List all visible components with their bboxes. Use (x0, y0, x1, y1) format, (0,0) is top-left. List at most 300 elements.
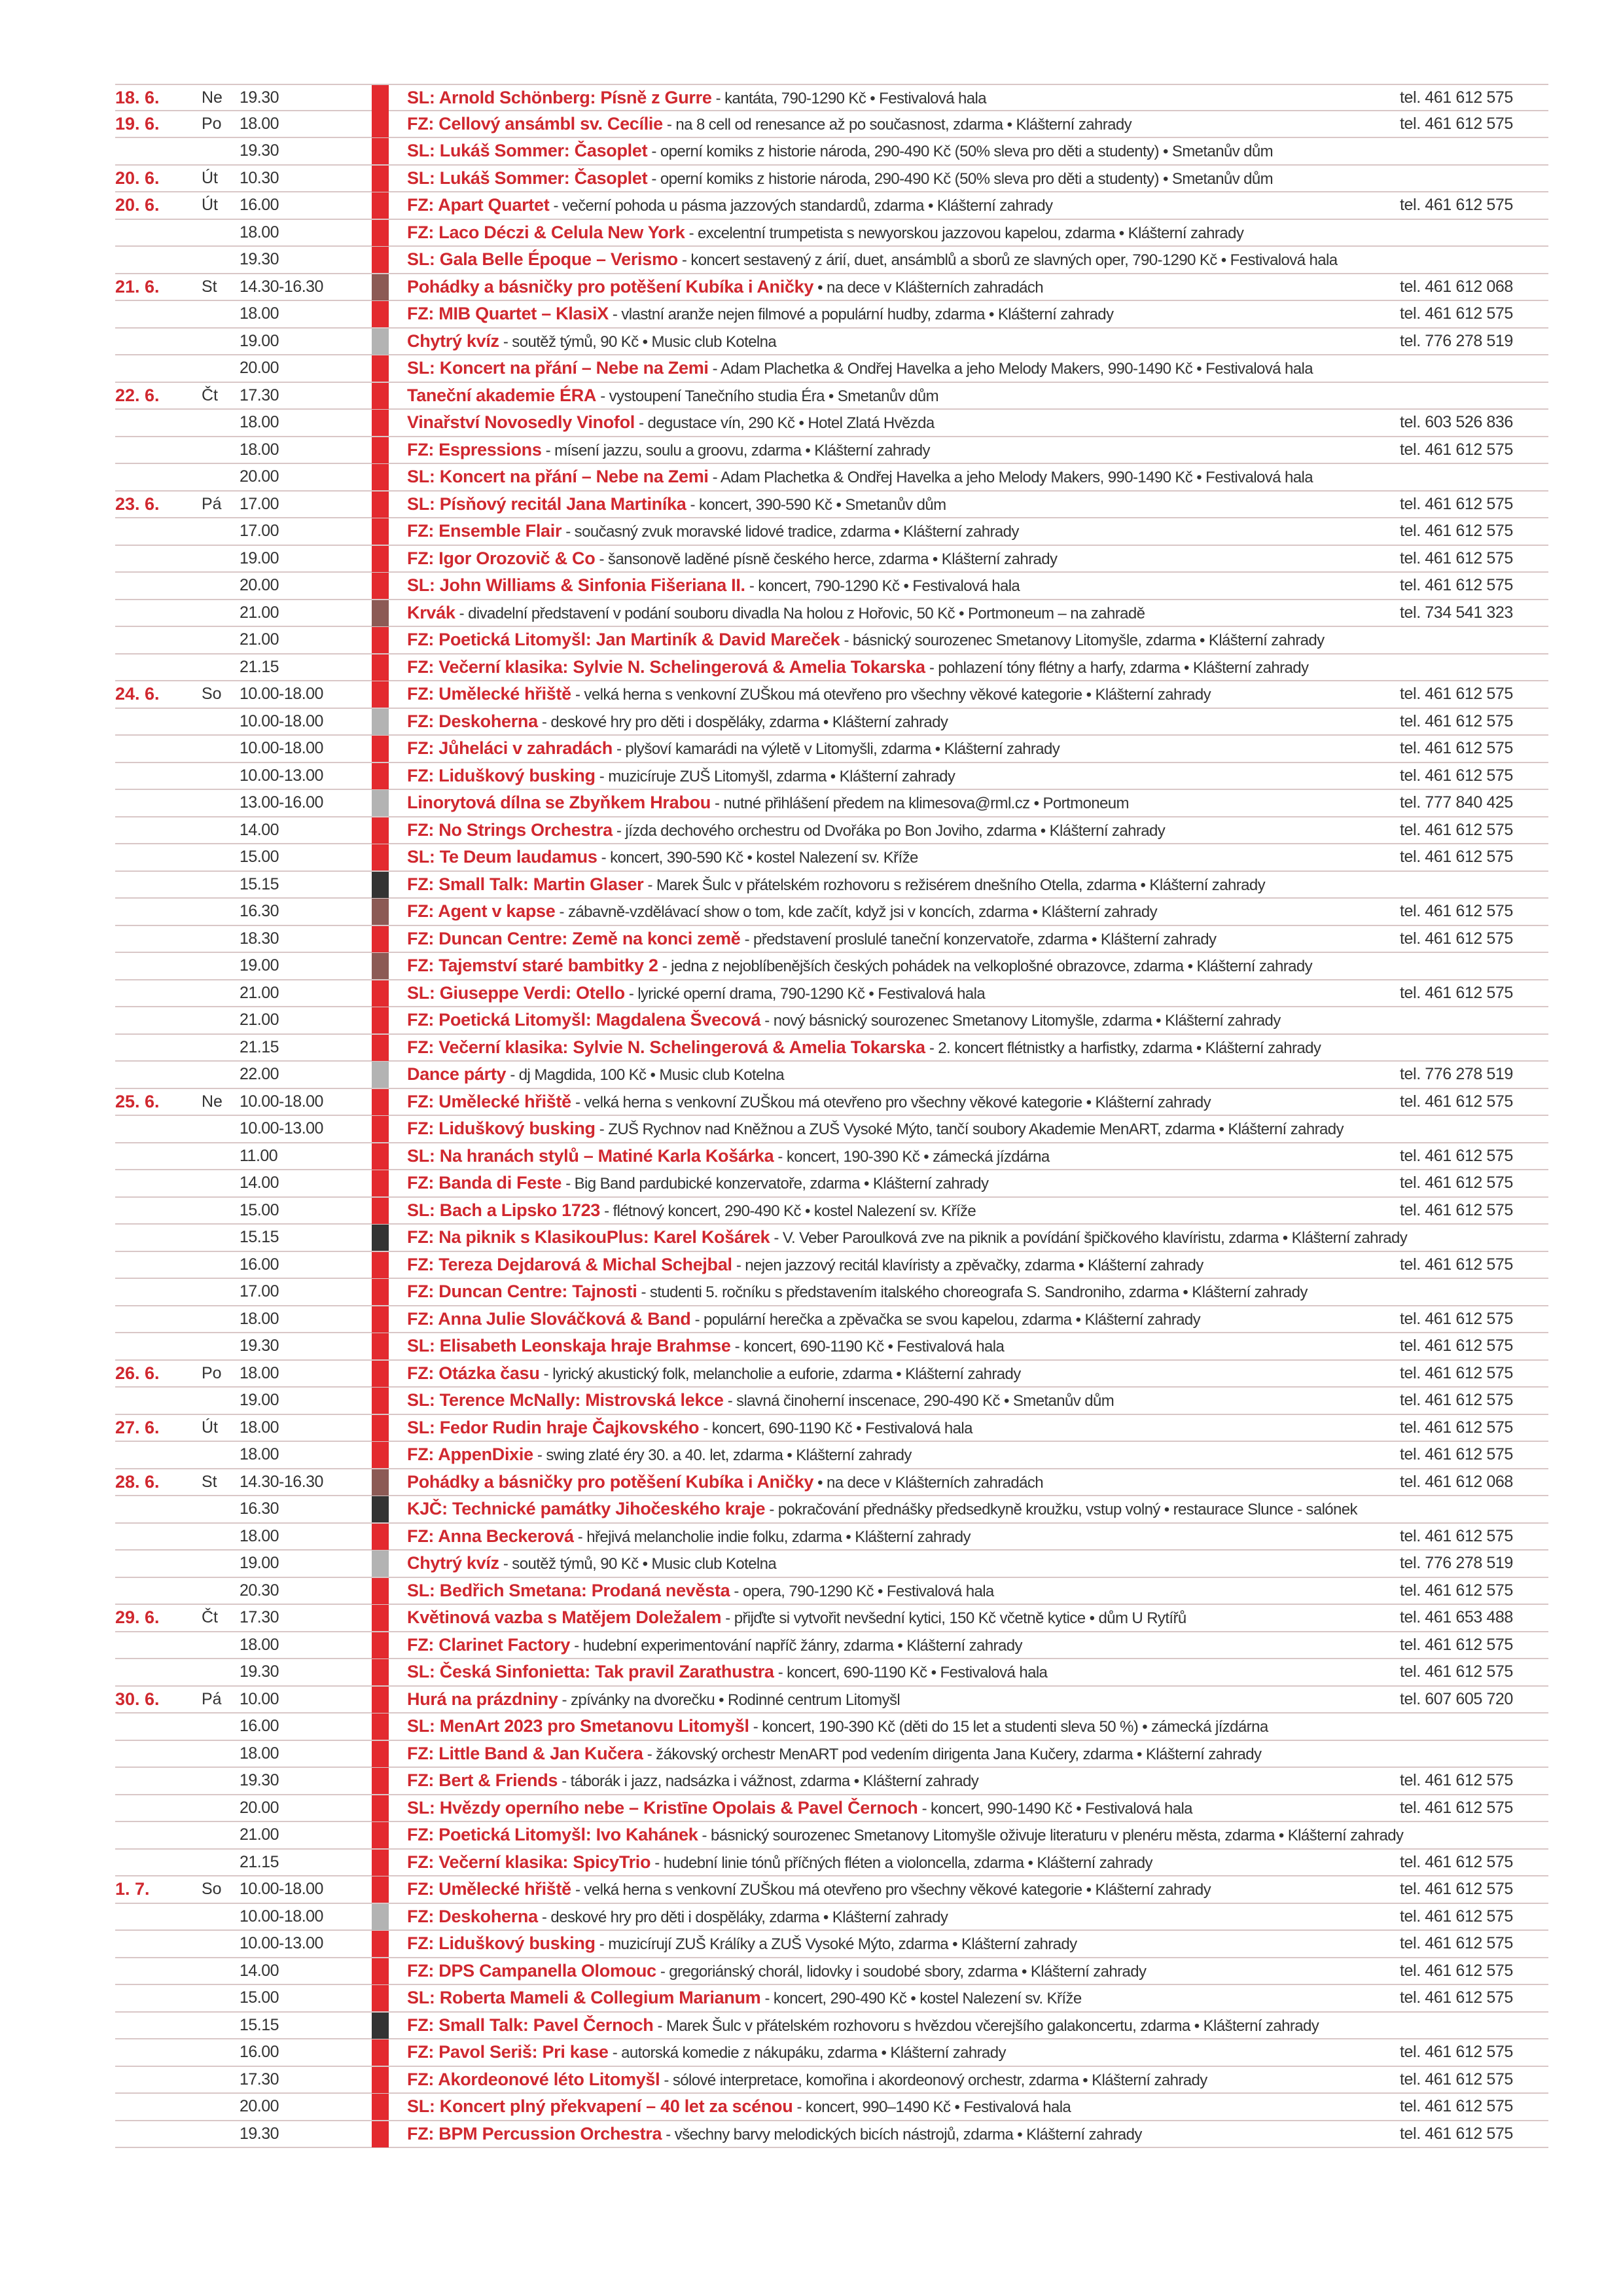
event-description: - nejen jazzový recitál klavíristy a zpěvačky, zdarma • Klášterní zahrady (732, 1256, 1204, 1274)
event-text (407, 1907, 1395, 1927)
event-weekday: Pá (202, 494, 222, 513)
event-text (407, 1607, 1395, 1628)
event-description: - večerní pohoda u pásma jazzových standardů, zdarma • Klášterní zahrady (549, 197, 1053, 215)
event-time: 10.00-18.00 (240, 711, 323, 730)
event-text (407, 494, 1395, 514)
event-description: - dj Magdida, 100 Kč • Music club Kotelna (506, 1066, 785, 1084)
event-description: - plyšoví kamarádi na výletě v Litomyšli, zdarma • Klášterní zahrady (612, 740, 1060, 758)
event-text (407, 956, 1549, 976)
event-time: 10.00-18.00 (240, 685, 323, 703)
event-description: - koncert, 990–1490 Kč • Festivalová hala (793, 2098, 1071, 2116)
event-date: 24. 6. (115, 684, 160, 704)
event-text (407, 1499, 1549, 1519)
category-marker (372, 1850, 389, 1876)
event-description: - V. Veber Paroulková zve na piknik a povídání špičkového klavíristu, zdarma • Klášterní zahrady (770, 1229, 1408, 1247)
event-text (407, 1037, 1549, 1058)
category-marker (372, 1795, 389, 1821)
event-row (115, 600, 1548, 628)
event-text (407, 331, 1395, 351)
event-time: 14.00 (240, 820, 279, 839)
event-time: 19.00 (240, 548, 279, 567)
event-row (115, 1279, 1548, 1306)
event-time: 21.15 (240, 657, 279, 676)
event-description: - Big Band pardubické konzervatoře, zdarma • Klášterní zahrady (562, 1175, 989, 1193)
category-marker (372, 138, 389, 164)
event-title: FZ: Ensemble Flair (407, 521, 562, 541)
event-description: - velká herna s venkovní ZUŠkou má otevřeno pro všechny věkové kategorie • Klášterní zahrady (571, 1093, 1211, 1111)
event-time: 20.30 (240, 1581, 279, 1600)
event-text (407, 1933, 1395, 1954)
event-time: 21.15 (240, 1037, 279, 1056)
event-title: FZ: Večerní klasika: Sylvie N. Schelingerová & Amelia Tokarska (407, 656, 925, 677)
category-marker (372, 1713, 389, 1740)
event-description: - nový básnický sourozenec Smetanovy Litomyšle, zdarma • Klášterní zahrady (760, 1012, 1281, 1030)
event-description: - jízda dechového orchestru od Dvořáka po Bon Joviho, zdarma • Klášterní zahrady (612, 821, 1166, 840)
event-title: FZ: Tereza Dejdarová & Michal Schejbal (407, 1254, 732, 1274)
event-phone: tel. 461 612 575 (1400, 1662, 1513, 1681)
event-text (407, 575, 1395, 596)
event-date: 1. 7. (115, 1879, 150, 1899)
event-text (407, 358, 1549, 378)
event-row (115, 1985, 1548, 2013)
event-title: FZ: Umělecké hřiště (407, 1879, 571, 1899)
event-title: Hurá na prázdniny (407, 1689, 558, 1709)
event-row (115, 84, 1548, 111)
event-row (115, 736, 1548, 763)
event-row (115, 1876, 1548, 1904)
event-description: - swing zlaté éry 30. a 40. let, zdarma • Klášterní zahrady (533, 1446, 912, 1464)
event-phone: tel. 461 612 575 (1400, 1934, 1513, 1952)
event-title: FZ: Tajemství staré bambitky 2 (407, 956, 658, 975)
event-description: - koncert, 990-1490 Kč • Festivalová hala (918, 1799, 1192, 1818)
category-marker (372, 1632, 389, 1659)
event-time: 18.00 (240, 304, 279, 323)
event-phone: tel. 461 612 068 (1400, 1472, 1513, 1491)
event-title: FZ: MIB Quartet – KlasiX (407, 304, 609, 323)
event-time: 16.00 (240, 2043, 279, 2061)
event-title: FZ: DPS Campanella Olomouc (407, 1960, 656, 1981)
event-row (115, 1252, 1548, 1280)
category-marker (372, 546, 389, 572)
category-marker (372, 1578, 389, 1604)
event-title: Vinařství Novosedly Vinofol (407, 412, 635, 432)
event-title: FZ: Na piknik s KlasikouPlus: Karel Košárek (407, 1227, 770, 1247)
event-row (115, 1306, 1548, 1334)
category-marker (372, 763, 389, 789)
category-marker (372, 1388, 389, 1414)
category-marker (372, 1524, 389, 1550)
event-description: - pohlazení tóny flétny a harfy, zdarma • Klášterní zahrady (925, 658, 1309, 677)
event-description: - vlastní aranže nejen filmové a populární hudby, zdarma • Klášterní zahrady (608, 306, 1114, 323)
event-text (407, 1879, 1395, 1899)
event-description: - Adam Plachetka & Ondřej Havelka a jeho Melody Makers, 990-1490 Kč • Festivalová hala (708, 360, 1313, 378)
event-row (115, 1958, 1548, 1986)
event-row (115, 763, 1548, 791)
event-title: FZ: No Strings Orchestra (407, 819, 613, 840)
event-title: FZ: Poetická Litomyšl: Jan Martiník & David Mareček (407, 630, 840, 649)
event-phone: tel. 734 541 323 (1400, 603, 1513, 622)
category-marker (372, 1687, 389, 1713)
event-row (115, 627, 1548, 655)
category-marker (372, 329, 389, 355)
event-date: 26. 6. (115, 1363, 160, 1383)
event-time: 19.30 (240, 88, 279, 107)
event-title: FZ: Small Talk: Pavel Černoch (407, 2015, 654, 2035)
event-schedule (115, 84, 1548, 2148)
event-text (407, 223, 1549, 243)
event-text (407, 1553, 1395, 1573)
event-title: FZ: AppenDixie (407, 1444, 533, 1464)
category-marker (372, 681, 389, 708)
event-text (407, 874, 1549, 895)
category-marker (372, 2067, 389, 2093)
category-marker (372, 1035, 389, 1061)
event-title: Květinová vazba s Matějem Doležalem (407, 1607, 722, 1627)
event-title: SL: Te Deum laudamus (407, 847, 597, 867)
event-description: - nutné přihlášení předem na klimesova@rml.cz • Portmoneum (710, 795, 1129, 812)
event-time: 18.00 (240, 1363, 279, 1382)
event-row (115, 1687, 1548, 1714)
event-title: SL: Gala Belle Époque – Verismo (407, 249, 678, 269)
event-phone: tel. 603 526 836 (1400, 413, 1513, 431)
event-time: 17.30 (240, 386, 279, 404)
event-time: 10.00 (240, 1689, 279, 1708)
category-marker (372, 437, 389, 463)
event-text (407, 277, 1395, 297)
event-phone: tel. 461 612 575 (1400, 1798, 1513, 1817)
category-marker (372, 1958, 389, 1984)
event-phone: tel. 461 612 575 (1400, 983, 1513, 1002)
event-title: FZ: Deskoherna (407, 1906, 538, 1926)
event-description: - Marek Šulc v přátelském rozhovoru s hvězdou včerejšího galakoncertu, zdarma • Klášterní zahrady (653, 2017, 1319, 2035)
event-row (115, 1524, 1548, 1551)
event-description: - pokračování přednášky předsedkyně kroužku, vstup volný • restaurace Slunce - salónek (765, 1501, 1357, 1518)
category-marker (372, 709, 389, 735)
event-title: Taneční akademie ÉRA (407, 385, 597, 405)
event-row (115, 355, 1548, 383)
event-title: FZ: Clarinet Factory (407, 1634, 571, 1655)
category-marker (372, 1333, 389, 1359)
event-text (407, 386, 1549, 406)
event-description: - šansonově laděné písně českého herce, zdarma • Klášterní zahrady (595, 550, 1058, 568)
event-time: 21.00 (240, 603, 279, 622)
category-marker (372, 1931, 389, 1957)
event-text (407, 711, 1395, 732)
event-text (407, 1173, 1395, 1193)
event-row (115, 301, 1548, 329)
event-phone: tel. 461 612 575 (1400, 820, 1513, 839)
event-row (115, 681, 1548, 709)
category-marker (372, 355, 389, 382)
event-description: - populární herečka a zpěvačka se svou kapelou, zdarma • Klášterní zahrady (690, 1310, 1201, 1329)
event-text (407, 1282, 1549, 1302)
event-description: - hudební linie tónů příčných fléten a violoncella, zdarma • Klášterní zahrady (651, 1854, 1152, 1872)
event-title: FZ: Duncan Centre: Země na konci země (407, 928, 741, 948)
event-time: 19.00 (240, 1391, 279, 1409)
event-weekday: Út (202, 1418, 218, 1437)
event-weekday: Čt (202, 1608, 218, 1626)
event-title: FZ: Pavol Seriš: Pri kase (407, 2042, 609, 2062)
event-time: 16.30 (240, 902, 279, 920)
event-text (407, 440, 1395, 460)
category-marker (372, 1198, 389, 1224)
event-phone: tel. 461 612 575 (1400, 1309, 1513, 1328)
event-description: - slavná činoherní inscenace, 290-490 Kč • Smetanův dům (723, 1392, 1115, 1410)
event-text (407, 2096, 1395, 2117)
event-row (115, 1333, 1548, 1361)
event-time: 19.00 (240, 1554, 279, 1572)
event-text (407, 1825, 1549, 1845)
event-row (115, 2067, 1548, 2094)
event-weekday: Po (202, 114, 222, 133)
event-description: • na dece v Klášterních zahradách (813, 1473, 1043, 1492)
event-row (115, 1361, 1548, 1388)
category-marker (372, 1170, 389, 1196)
event-time: 15.15 (240, 2015, 279, 2034)
event-weekday: Ne (202, 1092, 223, 1111)
event-text (407, 766, 1395, 786)
event-row (115, 2013, 1548, 2040)
event-text (407, 1092, 1395, 1112)
event-description: - na 8 cell od renesance až po současnost, zdarma • Klášterní zahrady (662, 115, 1132, 134)
event-phone: tel. 461 612 575 (1400, 766, 1513, 785)
event-date: 27. 6. (115, 1417, 160, 1437)
category-marker (372, 464, 389, 490)
event-row (115, 192, 1548, 220)
event-date: 28. 6. (115, 1471, 160, 1492)
event-title: Pohádky a básničky pro potěšení Kubíka i Aničky (407, 276, 814, 296)
event-phone: tel. 461 612 575 (1400, 1635, 1513, 1654)
event-title: FZ: Poetická Litomyšl: Magdalena Švecová (407, 1010, 761, 1030)
event-phone: tel. 461 612 575 (1400, 739, 1513, 757)
event-time: 17.00 (240, 494, 279, 513)
event-time: 20.00 (240, 467, 279, 486)
event-phone: tel. 461 612 575 (1400, 929, 1513, 948)
event-description: - koncert, 190-390 Kč • zámecká jízdárna (774, 1147, 1050, 1166)
category-marker (372, 1985, 389, 2011)
event-title: SL: Bach a Lipsko 1723 (407, 1200, 601, 1220)
event-row (115, 1551, 1548, 1578)
category-marker (372, 1116, 389, 1142)
event-text (407, 1716, 1549, 1736)
event-row (115, 709, 1548, 736)
event-text (407, 1309, 1395, 1329)
event-row (115, 518, 1548, 546)
category-marker (372, 926, 389, 952)
event-date: 21. 6. (115, 276, 160, 296)
event-phone: tel. 461 612 575 (1400, 1907, 1513, 1926)
event-text (407, 1255, 1395, 1275)
event-description: - zábavně-vzdělávací show o tom, kde začít, když jsi v koncích, zdarma • Klášterní zahrady (555, 903, 1157, 921)
event-row (115, 1850, 1548, 1877)
category-marker (372, 1904, 389, 1930)
event-title: SL: Elisabeth Leonskaja hraje Brahmse (407, 1336, 731, 1355)
event-weekday: St (202, 277, 217, 296)
event-time: 19.30 (240, 141, 279, 160)
event-phone: tel. 776 278 519 (1400, 331, 1513, 350)
event-row (115, 1496, 1548, 1524)
event-title: SL: Koncert plný překvapení – 40 let za scénou (407, 2096, 793, 2116)
event-text (407, 2124, 1395, 2144)
event-title: SL: Fedor Rudin hraje Čajkovského (407, 1417, 700, 1437)
category-marker (372, 192, 389, 219)
event-row (115, 1089, 1548, 1117)
event-phone: tel. 461 612 575 (1400, 1988, 1513, 2007)
event-text (407, 738, 1395, 759)
event-time: 18.00 (240, 1744, 279, 1763)
event-title: SL: Roberta Mameli & Collegium Marianum (407, 1988, 761, 2007)
event-row (115, 1007, 1548, 1035)
event-time: 15.15 (240, 1228, 279, 1246)
event-text (407, 657, 1549, 677)
event-description: - lyrický akustický folk, melancholie a euforie, zdarma • Klášterní zahrady (539, 1365, 1021, 1383)
event-phone: tel. 461 612 575 (1400, 1418, 1513, 1437)
event-title: FZ: Otázka času (407, 1363, 540, 1383)
event-weekday: Ne (202, 88, 223, 107)
event-description: - 2. koncert flétnistky a harfistky, zdarma • Klášterní zahrady (925, 1039, 1321, 1057)
event-title: Chytrý kvíz (407, 331, 499, 351)
event-time: 21.00 (240, 983, 279, 1002)
category-marker (372, 166, 389, 192)
event-phone: tel. 461 612 575 (1400, 522, 1513, 540)
event-phone: tel. 461 612 575 (1400, 2097, 1513, 2115)
event-description: - lyrické operní drama, 790-1290 Kč • Festivalová hala (624, 984, 986, 1003)
event-row (115, 1822, 1548, 1850)
event-description: - velká herna s venkovní ZUŠkou má otevřeno pro všechny věkové kategorie • Klášterní zahrady (571, 1881, 1211, 1899)
event-row (115, 655, 1548, 682)
event-time: 21.00 (240, 1011, 279, 1029)
event-phone: tel. 461 612 575 (1400, 196, 1513, 214)
event-description: - gregoriánský chorál, lidovky i soudobé sbory, zdarma • Klášterní zahrady (656, 1962, 1147, 1981)
event-description: - koncert sestavený z árií, duet, ansámblů a sborů ze slavných oper, 790-1290 Kč • Festivalová hala (677, 251, 1338, 269)
event-description: - vystoupení Tanečního studia Éra • Smetanův dům (596, 387, 938, 405)
event-text (407, 2015, 1549, 2036)
event-time: 21.00 (240, 1825, 279, 1844)
event-description: - hřejivá melancholie indie folku, zdarma • Klášterní zahrady (573, 1528, 971, 1546)
event-date: 20. 6. (115, 168, 160, 188)
event-text (407, 983, 1395, 1003)
event-title: FZ: Bert & Friends (407, 1770, 558, 1790)
event-phone: tel. 461 612 575 (1400, 685, 1513, 703)
category-marker (372, 899, 389, 925)
event-description: - zpívánky na dvorečku • Rodinné centrum Litomyšl (558, 1691, 901, 1709)
event-phone: tel. 461 612 575 (1400, 1771, 1513, 1789)
event-phone: tel. 461 612 575 (1400, 711, 1513, 730)
event-title: SL: John Williams & Sinfonia Fišeriana II. (407, 575, 745, 595)
category-marker (372, 1496, 389, 1522)
event-title: FZ: Apart Quartet (407, 195, 550, 215)
event-time: 18.00 (240, 223, 279, 242)
category-marker (372, 1415, 389, 1441)
event-time: 19.00 (240, 331, 279, 350)
event-weekday: So (202, 1880, 222, 1898)
category-marker (372, 1551, 389, 1577)
event-time: 18.00 (240, 1309, 279, 1328)
category-marker (372, 1007, 389, 1033)
event-date: 30. 6. (115, 1689, 160, 1709)
event-title: FZ: Little Band & Jan Kučera (407, 1743, 643, 1763)
event-description: - básnický sourozenec Smetanovy Litomyšle, zdarma • Klášterní zahrady (840, 632, 1325, 649)
event-row (115, 1768, 1548, 1795)
event-time: 19.30 (240, 2124, 279, 2143)
event-title: FZ: Deskoherna (407, 711, 538, 731)
event-description: - sólové interpretace, komořina i akordeonový orchestr, zdarma • Klášterní zahrady (660, 2071, 1207, 2089)
category-marker (372, 1659, 389, 1685)
event-time: 18.00 (240, 1418, 279, 1437)
event-row (115, 1469, 1548, 1497)
event-text (407, 304, 1395, 324)
event-phone: tel. 461 612 575 (1400, 1445, 1513, 1463)
event-title: FZ: Agent v kapse (407, 901, 556, 921)
event-time: 19.00 (240, 956, 279, 975)
event-text (407, 168, 1549, 188)
event-phone: tel. 777 840 425 (1400, 793, 1513, 812)
event-text (407, 2070, 1395, 2090)
event-description: - deskové hry pro děti i dospěláky, zdarma • Klášterní zahrady (537, 1908, 948, 1926)
event-row (115, 817, 1548, 845)
event-time: 15.00 (240, 848, 279, 866)
event-title: Linorytová dílna se Zbyňkem Hrabou (407, 793, 711, 812)
event-time: 20.00 (240, 1798, 279, 1817)
event-text (407, 847, 1395, 867)
event-title: KJČ: Technické památky Jihočeského kraje (407, 1499, 766, 1518)
event-text (407, 1689, 1395, 1710)
event-phone: tel. 461 612 575 (1400, 1092, 1513, 1111)
event-title: Krvák (407, 602, 455, 622)
event-description: - muzicíruje ZUŠ Litomyšl, zdarma • Klášterní zahrady (595, 767, 955, 785)
event-time: 16.30 (240, 1499, 279, 1518)
category-marker (372, 85, 389, 111)
category-marker (372, 1062, 389, 1088)
event-weekday: Po (202, 1363, 222, 1382)
event-row (115, 926, 1548, 954)
event-row (115, 1170, 1548, 1198)
event-description: - kantáta, 790-1290 Kč • Festivalová hala (711, 90, 987, 107)
event-text (407, 521, 1395, 541)
event-title: SL: Česká Sinfonietta: Tak pravil Zarathustra (407, 1662, 774, 1681)
event-row (115, 1225, 1548, 1252)
event-row (115, 1904, 1548, 1931)
event-description: - současný zvuk moravské lidové tradice, zdarma • Klášterní zahrady (562, 523, 1019, 541)
event-description: - operní komiks z historie národa, 290-490 Kč (50% sleva pro děti a studenty) • Smetanův dům (647, 143, 1274, 160)
event-text (407, 1852, 1395, 1873)
event-row (115, 1632, 1548, 1660)
event-text (407, 1010, 1549, 1030)
event-text (407, 1146, 1395, 1166)
event-row (115, 573, 1548, 600)
event-description: - operní komiks z historie národa, 290-490 Kč (50% sleva pro děti a studenty) • Smetanův dům (647, 170, 1274, 188)
event-title: FZ: Duncan Centre: Tajnosti (407, 1282, 637, 1301)
event-title: SL: Lukáš Sommer: Časoplet (407, 141, 648, 160)
event-time: 10.00-18.00 (240, 1880, 323, 1898)
event-row (115, 953, 1548, 980)
event-time: 16.00 (240, 1255, 279, 1274)
event-text (407, 793, 1395, 813)
event-time: 19.30 (240, 1771, 279, 1789)
event-time: 14.00 (240, 1961, 279, 1980)
category-marker (372, 383, 389, 409)
event-row (115, 437, 1548, 465)
category-marker (372, 655, 389, 681)
event-row (115, 2094, 1548, 2121)
event-title: SL: Bedřich Smetana: Prodaná nevěsta (407, 1580, 730, 1600)
category-marker (372, 2094, 389, 2120)
event-description: - Adam Plachetka & Ondřej Havelka a jeho Melody Makers, 990-1490 Kč • Festivalová hala (708, 469, 1313, 486)
event-phone: tel. 461 612 575 (1400, 2043, 1513, 2061)
event-text (407, 1227, 1549, 1247)
category-marker (372, 1469, 389, 1496)
event-row (115, 790, 1548, 817)
